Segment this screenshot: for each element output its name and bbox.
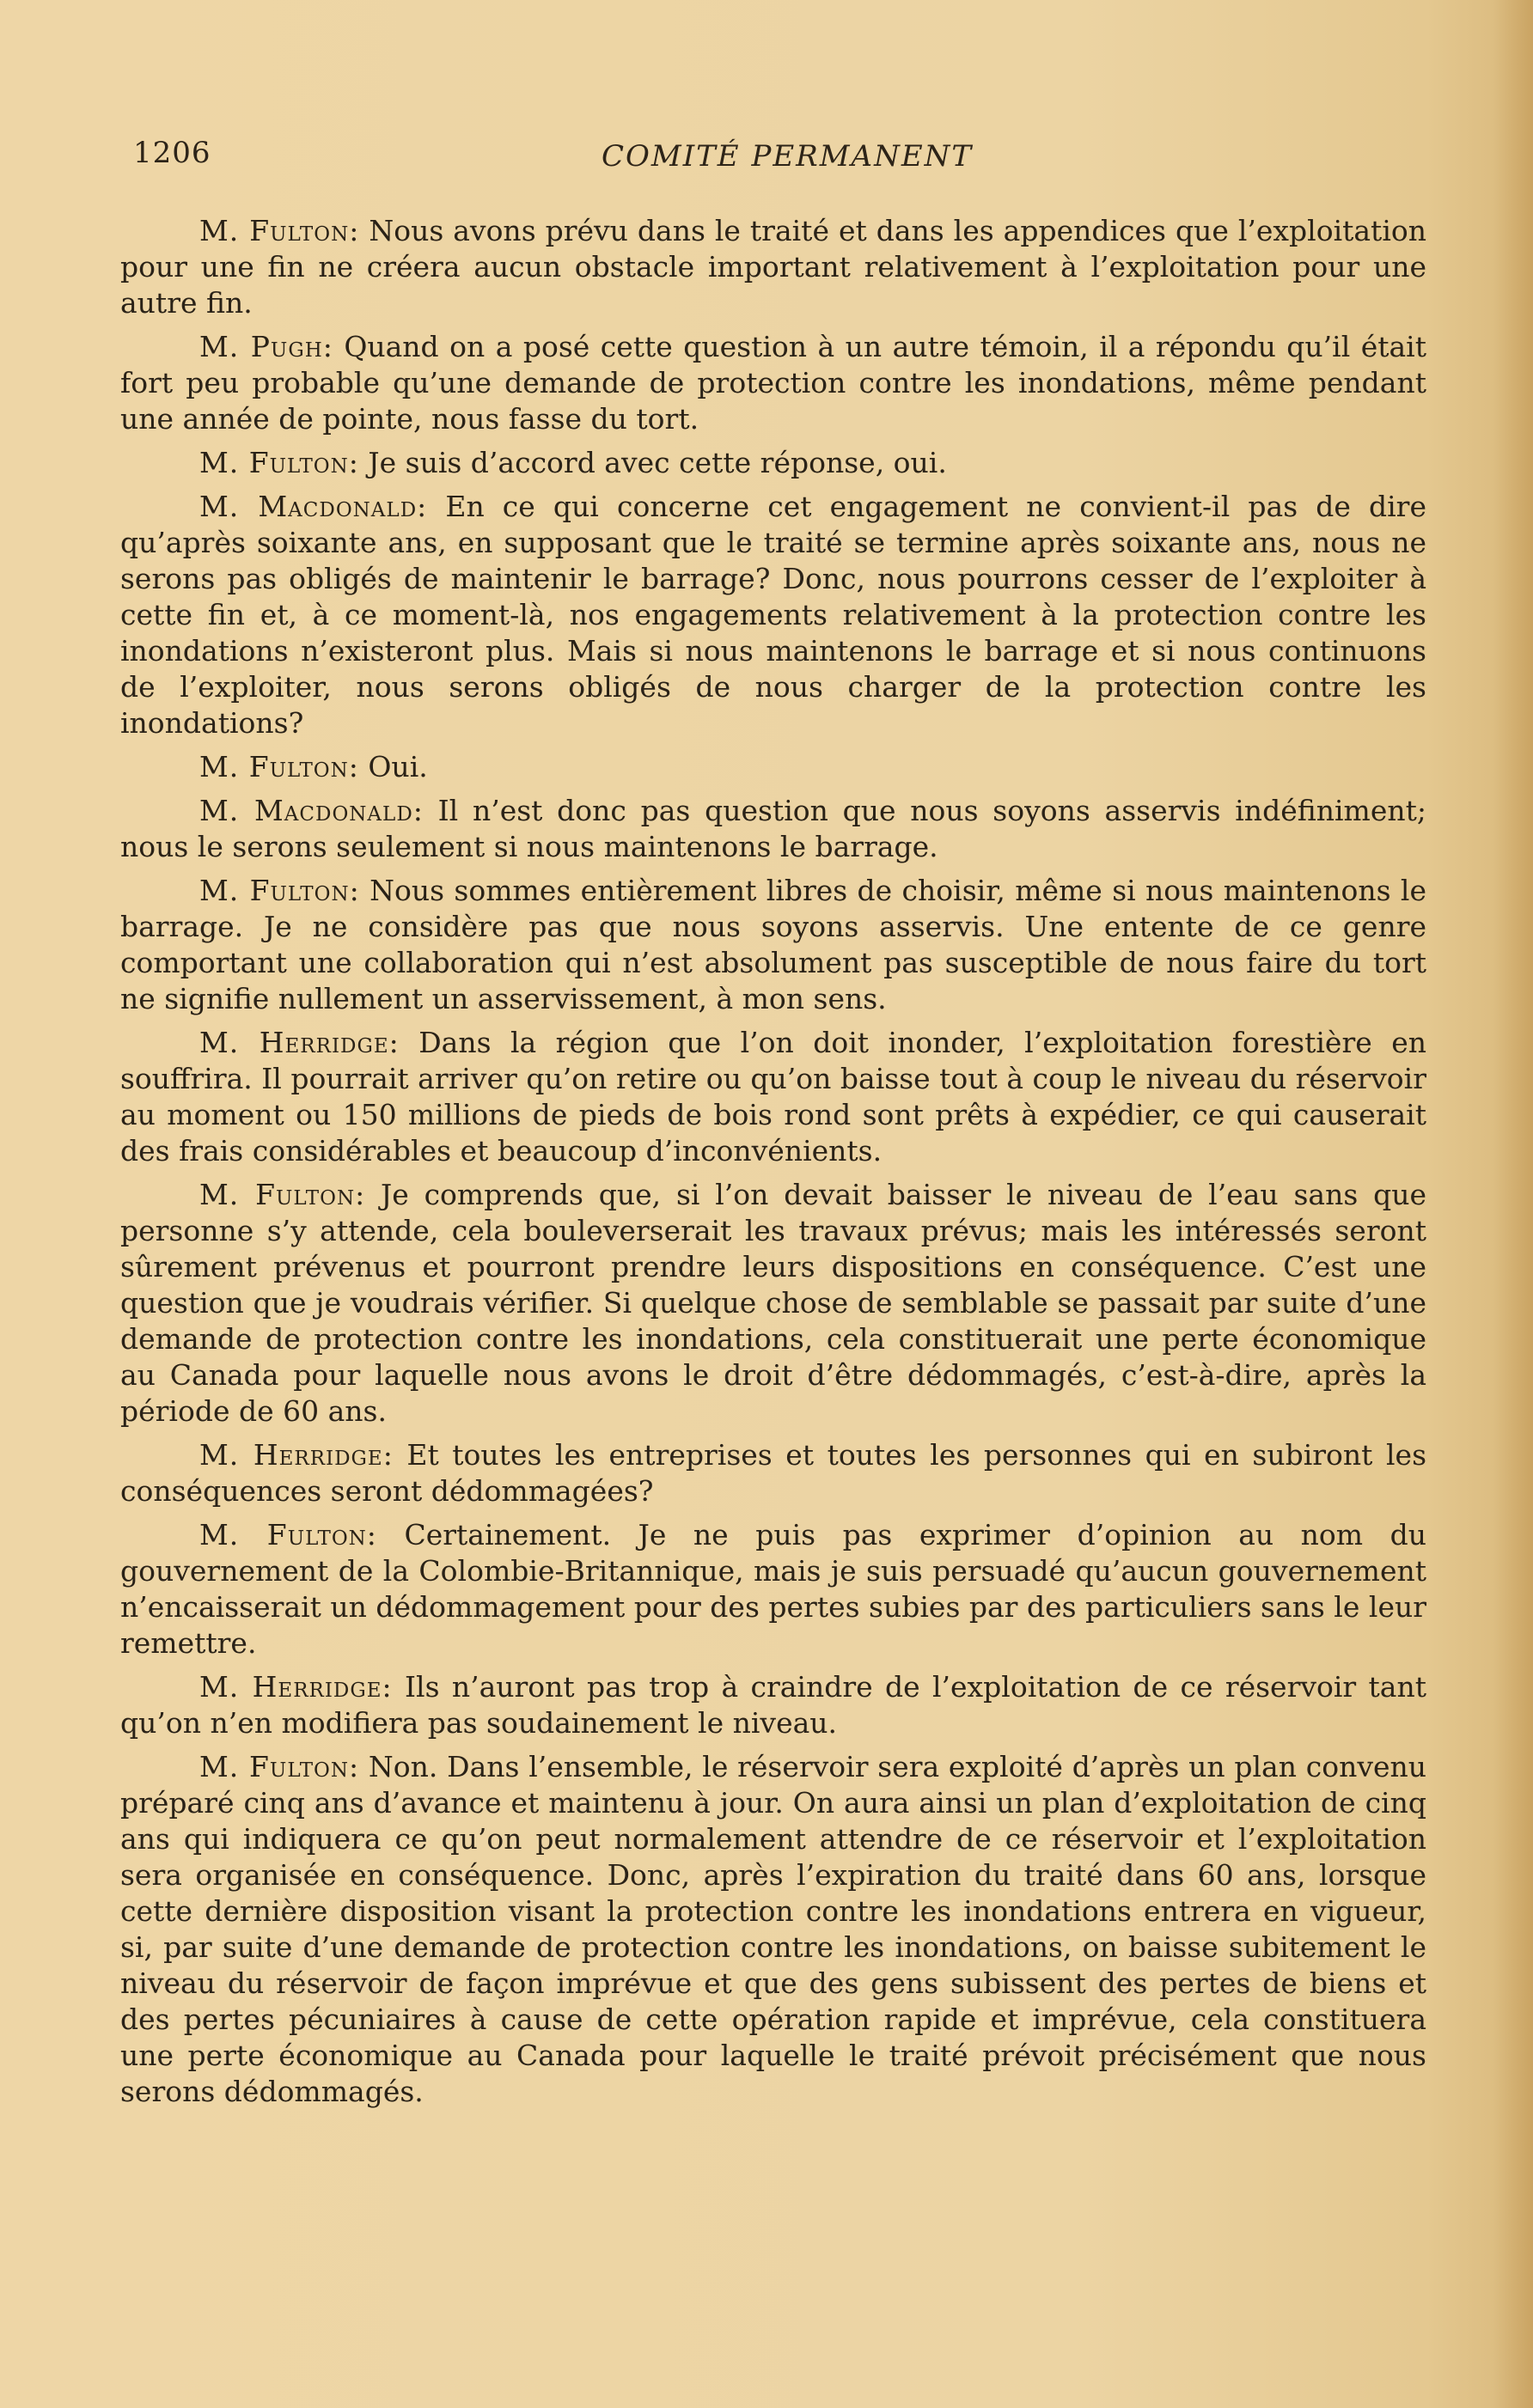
- speaker-name: M. Pugh:: [199, 330, 333, 363]
- transcript-paragraph: [120, 1749, 1426, 2110]
- paragraph-text: Dans la région que l’on doit inonder, l’exploitation forestière en souffrira. Il pourrait arriver qu’on retire ou qu’on baisse tout à coup le niveau du réservoir au moment ou 150 millions de pieds de bois rond sont prêts à expédier, ce qui causerait des frais considérables et beaucoup d’inconvénients.: [120, 1026, 1426, 1167]
- transcript-body: [120, 213, 1426, 2118]
- paragraph-text: Nous avons prévu dans le traité et dans les appendices que l’exploitation pour une fin ne créera aucun obstacle important relativement à l’exploitation pour une autre fin.: [120, 214, 1426, 320]
- transcript-paragraph: [120, 1177, 1426, 1430]
- paragraph-text: Je suis d’accord avec cette réponse, oui.: [358, 446, 947, 479]
- transcript-paragraph: [120, 489, 1426, 741]
- paragraph-text: Il n’est donc pas question que nous soyons asservis indéfiniment; nous le serons seulement si nous maintenons le barrage.: [120, 794, 1426, 863]
- transcript-paragraph: [120, 329, 1426, 437]
- transcript-paragraph: [120, 1669, 1426, 1741]
- speaker-name: M. Fulton:: [199, 1750, 360, 1783]
- transcript-paragraph: [120, 1517, 1426, 1661]
- speaker-name: M. Fulton:: [199, 874, 360, 907]
- speaker-name: M. Fulton:: [199, 1518, 377, 1551]
- speaker-name: M. Macdonald:: [199, 490, 428, 523]
- paragraph-text: Et toutes les entreprises et toutes les personnes qui en subiront les conséquences seront dédommagées?: [120, 1438, 1426, 1508]
- speaker-name: M. Herridge:: [199, 1670, 393, 1704]
- paragraph-text: En ce qui concerne cet engagement ne convient-il pas de dire qu’après soixante ans, en supposant que le traité se termine après soixante ans, nous ne serons pas obligés de maintenir le barrage? Donc, nous pourrons cesser de l’exploiter à cette fin et, à ce moment-là, nos engagements relativement à la protection contre les inondations n’existeront plus. Mais si nous maintenons le barrage et si nous continuons de l’exploiter, nous serons obligés de nous charger de la protection contre les inondations?: [120, 490, 1426, 740]
- speaker-name: M. Macdonald:: [199, 794, 424, 827]
- page-number: 1206: [133, 136, 211, 170]
- speaker-name: M. Fulton:: [199, 214, 360, 247]
- speaker-name: M. Fulton:: [199, 1178, 366, 1211]
- transcript-paragraph: [120, 1025, 1426, 1169]
- paragraph-text: Nous sommes entièrement libres de choisir, même si nous maintenons le barrage. Je ne considère pas que nous soyons asservis. Une entente de ce genre comportant une collaboration qui n’est absolument pas susceptible de nous faire du tort ne signifie nullement un asservissement, à mon sens.: [120, 874, 1427, 1015]
- transcript-paragraph: [120, 445, 1426, 481]
- page-spine-shadow: [1493, 0, 1533, 2408]
- paragraph-text: Je comprends que, si l’on devait baisser le niveau de l’eau sans que personne s’y attende, cela bouleverserait les travaux prévus; mais les intéressés seront sûrement prévenus et pourront prendre leurs dispositions en conséquence. C’est une question que je voudrais vérifier. Si quelque chose de semblable se passait par suite d’une demande de protection contre les inondations, cela constituerait une perte économique au Canada pour laquelle nous avons le droit d’être dédommagés, c’est-à-dire, après la période de 60 ans.: [120, 1178, 1426, 1428]
- paragraph-text: Quand on a posé cette question à un autre témoin, il a répondu qu’il était fort peu probable qu’une demande de protection contre les inondations, même pendant une année de pointe, nous fasse du tort.: [120, 330, 1426, 436]
- page-header: [133, 136, 1422, 187]
- paragraph-text: Non. Dans l’ensemble, le réservoir sera exploité d’après un plan convenu préparé cinq ans d’avance et maintenu à jour. On aura ainsi un plan d’exploitation de cinq ans qui indiquera ce qu’on peut normalement attendre de ce réservoir et l’exploitation sera organisée en conséquence. Donc, après l’expiration du traité dans 60 ans, lorsque cette dernière disposition visant la protection contre les inondations entrera en vigueur, si, par suite d’une demande de protection contre les inondations, on baisse subitement le niveau du réservoir de façon imprévue et que des gens subissent des pertes de biens et des pertes pécuniaires à cause de cette opération rapide et imprévue, cela constituera une perte économique au Canada pour laquelle le traité prévoit précisément que nous serons dédommagés.: [120, 1750, 1426, 2108]
- transcript-paragraph: [120, 793, 1426, 865]
- paragraph-text: Ils n’auront pas trop à craindre de l’exploitation de ce réservoir tant qu’on n’en modifiera pas soudainement le niveau.: [120, 1670, 1426, 1740]
- transcript-paragraph: [120, 873, 1426, 1017]
- paragraph-text: Oui.: [358, 750, 428, 783]
- speaker-name: M. Fulton:: [199, 750, 359, 783]
- transcript-paragraph: [120, 749, 1426, 785]
- transcript-paragraph: [120, 213, 1426, 321]
- speaker-name: M. Herridge:: [199, 1026, 400, 1059]
- speaker-name: M. Herridge:: [199, 1438, 394, 1472]
- paragraph-text: Certainement. Je ne puis pas exprimer d’opinion au nom du gouvernement de la Colombie-Britannique, mais je suis persuadé qu’aucun gouvernement n’encaisserait un dédommagement pour des pertes subies par des particuliers sans le leur remettre.: [120, 1518, 1426, 1660]
- transcript-paragraph: [120, 1437, 1426, 1509]
- running-head: COMITÉ PERMANENT: [602, 139, 974, 174]
- speaker-name: M. Fulton:: [199, 446, 359, 479]
